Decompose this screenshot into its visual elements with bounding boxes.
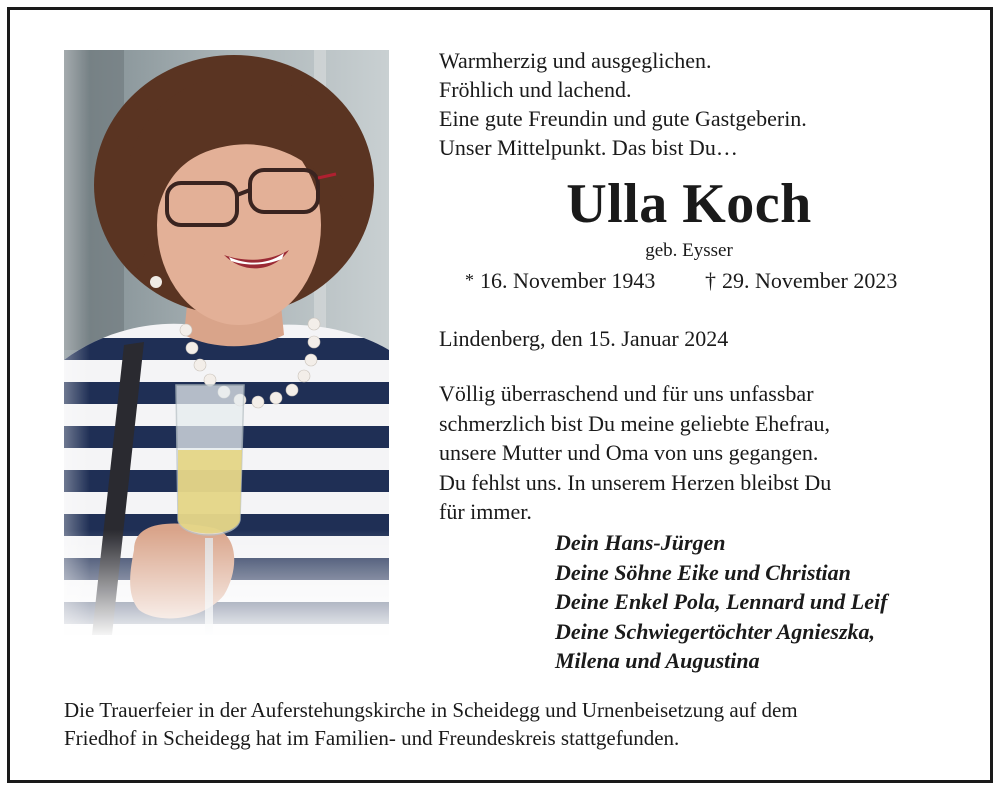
motto-line: Fröhlich und lachend.: [439, 77, 632, 102]
portrait-photo: [64, 50, 389, 635]
message-line: unsere Mutter und Oma von uns gegangen.: [439, 440, 819, 465]
message-line: Du fehlst uns. In unserem Herzen bleibst Du: [439, 469, 832, 495]
signature-line: Deine Schwiegertöchter Agnieszka,: [555, 618, 876, 644]
deceased-name: Ulla Koch: [566, 173, 812, 235]
footer-line: Friedhof in Scheidegg hat im Familien- und Freundeskreis stattgefunden.: [64, 726, 680, 750]
signature-line: Deine Söhne Eike und Christian: [555, 559, 851, 585]
footer-line: Die Trauerfeier in der Auferstehungskirche in Scheidegg und Urnenbeisetzung auf dem: [64, 698, 798, 722]
signature-line: Dein Hans-Jürgen: [555, 530, 726, 555]
star-icon: *: [465, 270, 474, 290]
place-date: Lindenberg, den 15. Januar 2024: [439, 326, 729, 351]
death-date: 29. November 2023: [722, 268, 898, 293]
cross-icon: †: [705, 268, 716, 293]
memorial-motto: [439, 46, 807, 162]
condolence-message: [439, 379, 831, 527]
motto-line: Eine gute Freundin und gute Gastgeberin.: [439, 106, 807, 131]
message-line: Völlig überraschend und für uns unfassbar: [439, 381, 814, 406]
motto-line: Unser Mittelpunkt. Das bist Du…: [439, 135, 738, 160]
message-line: für immer.: [439, 499, 532, 524]
birth-date-line: [465, 268, 655, 294]
birth-date: 16. November 1943: [480, 268, 656, 293]
message-line: schmerzlich bist Du meine geliebte Ehefrau,: [439, 410, 830, 436]
signature-line: Milena und Augustina: [555, 648, 760, 673]
mourners-signatures: [555, 528, 887, 676]
funeral-info: [64, 696, 798, 752]
death-date-line: [705, 268, 897, 294]
birth-name: geb. Eysser: [645, 240, 733, 261]
signature-line: Deine Enkel Pola, Lennard und Leif: [555, 589, 888, 614]
motto-line: Warmherzig und ausgeglichen.: [439, 48, 712, 73]
